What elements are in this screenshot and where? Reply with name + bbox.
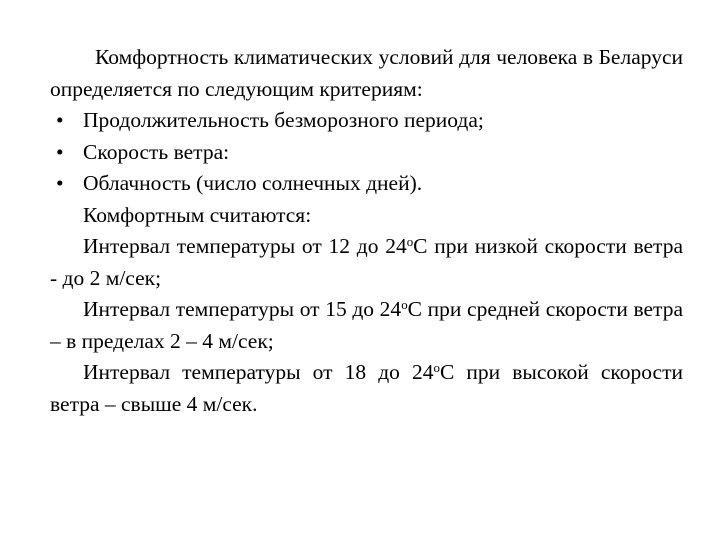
bullet-icon: • (56, 171, 64, 195)
bullet-icon: • (56, 139, 64, 164)
degree-sign: о (406, 234, 414, 249)
interval-text-end: С при высокой скорости ветра – свыше 4 м/сек. (50, 360, 683, 416)
interval-text-end: С при низкой скорости ветра - до 2 м/сек; (50, 234, 683, 290)
criterion-text: Облачность (число солнечных дней). (83, 171, 423, 195)
criterion-item (50, 168, 683, 200)
degree-sign: о (433, 360, 440, 375)
criterion-item (50, 105, 683, 137)
interval-text-start: Интервал температуры от 18 до 24 (83, 360, 434, 384)
interval-text-end: С при средней скорости ветра – в пределах 2 – 4 м/сек; (50, 297, 683, 353)
interval-text-start: Интервал температуры от 15 до 24 (83, 297, 402, 321)
intro-paragraph: Комфортность климатических условий для человека в Беларуси определяется по следующим критериям: (50, 45, 683, 101)
slide-content (50, 42, 683, 420)
criterion-text: Скорость ветра: (83, 139, 230, 164)
interval-paragraph (50, 357, 683, 420)
interval-paragraph (50, 231, 683, 294)
degree-sign: о (401, 297, 408, 312)
criterion-text: Продолжительность безморозного периода; (83, 108, 484, 132)
criterion-item (50, 137, 683, 169)
bullet-icon: • (56, 108, 64, 132)
interval-paragraph (50, 294, 683, 357)
comfort-heading: Комфортным считаются: (83, 202, 312, 227)
interval-text-start: Интервал температуры от 12 до 24 (83, 234, 407, 258)
